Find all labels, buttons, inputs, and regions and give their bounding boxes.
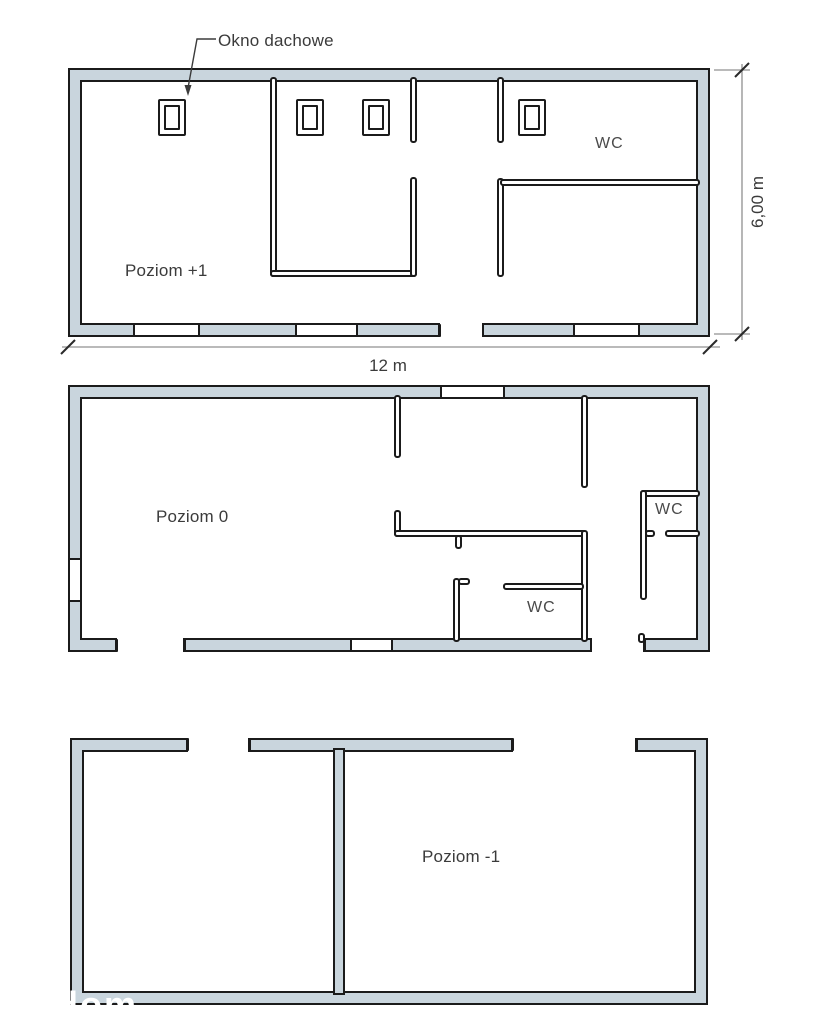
window	[573, 323, 640, 337]
roof-window-inner	[302, 105, 318, 130]
window	[440, 385, 505, 399]
wall-end-cap	[590, 639, 593, 652]
room-label-wc: WC	[527, 599, 556, 616]
dimension-tick	[61, 340, 75, 354]
interior-wall	[497, 77, 504, 143]
interior-wall	[453, 578, 460, 642]
interior-wall	[394, 395, 401, 458]
floor-label: Poziom 0	[156, 507, 229, 526]
interior-wall	[410, 177, 417, 277]
window	[350, 638, 393, 652]
dimension-tick	[703, 340, 717, 354]
wall-end-cap	[635, 738, 638, 751]
wall-end-cap	[183, 639, 186, 652]
door-jamb	[645, 530, 655, 537]
watermark: dom	[56, 984, 138, 1023]
roof-window-inner	[368, 105, 384, 130]
dimension-tick	[735, 327, 749, 341]
wall-opening-mask	[592, 636, 643, 654]
wall-opening-mask	[117, 636, 183, 654]
interior-wall	[270, 270, 417, 277]
wall-end-cap	[248, 738, 251, 751]
floor-label: Poziom -1	[422, 847, 501, 866]
interior-wall	[503, 583, 584, 590]
window	[68, 558, 82, 602]
interior-wall	[640, 490, 647, 600]
window	[295, 323, 358, 337]
inner-cavity	[82, 750, 696, 993]
roof-window-annotation: Okno dachowe	[218, 31, 334, 50]
wall-end-cap	[115, 639, 118, 652]
wall-end-cap	[511, 738, 514, 751]
roof-window-inner	[164, 105, 180, 130]
floor-label: Poziom +1	[125, 261, 208, 280]
dimension-label-height: 6,00 m	[748, 176, 767, 228]
interior-wall	[410, 77, 417, 143]
interior-wall	[333, 748, 345, 995]
dimension-label-width: 12 m	[369, 356, 407, 375]
door-jamb	[458, 578, 470, 585]
interior-wall	[581, 395, 588, 488]
interior-wall	[665, 530, 700, 537]
wall-stub	[638, 633, 645, 643]
door-jamb	[455, 535, 462, 549]
wall-end-cap	[482, 324, 485, 337]
room-label-wc: WC	[595, 135, 624, 152]
room-label-wc: WC	[655, 501, 684, 518]
dimension-tick	[735, 63, 749, 77]
wall-opening-mask	[188, 736, 248, 754]
roof-window-inner	[524, 105, 540, 130]
wall-end-cap	[186, 738, 189, 751]
wall-end-cap	[438, 324, 441, 337]
wall-opening-mask	[440, 321, 482, 339]
interior-wall	[270, 77, 277, 277]
interior-wall	[500, 179, 700, 186]
interior-wall	[497, 178, 504, 277]
window	[133, 323, 200, 337]
interior-wall	[394, 530, 587, 537]
wall-opening-mask	[513, 736, 635, 754]
interior-wall	[640, 490, 700, 497]
